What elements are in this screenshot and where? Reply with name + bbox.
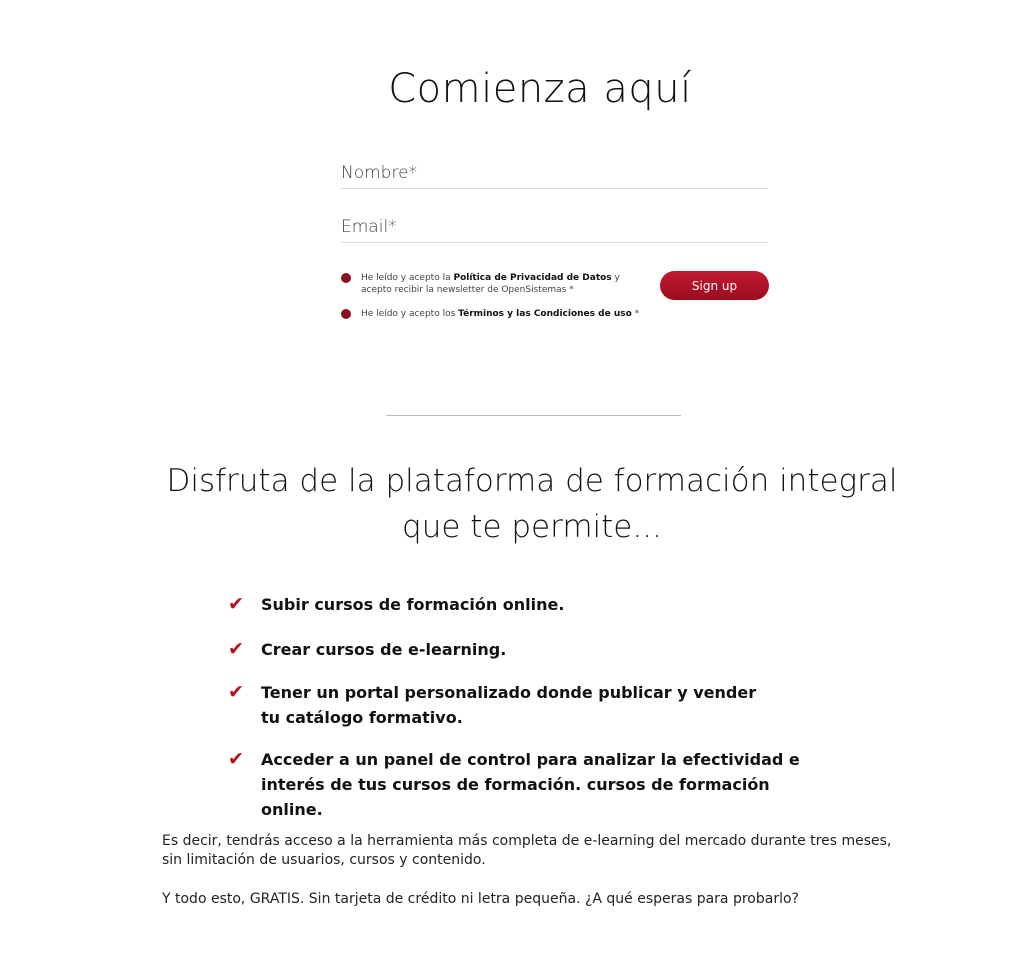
privacy-consent xyxy=(341,272,621,296)
check-icon: ✔ xyxy=(228,748,244,770)
check-icon: ✔ xyxy=(228,593,244,615)
name-field[interactable] xyxy=(341,158,768,189)
privacy-consent-checkbox[interactable] xyxy=(341,273,351,283)
privacy-policy-link[interactable]: Política de Privacidad de Datos xyxy=(453,273,612,283)
terms-consent-label: He leído y acepto los Términos y las Condiciones de uso * xyxy=(361,309,640,319)
terms-consent-checkbox[interactable] xyxy=(341,309,351,319)
privacy-consent-label: He leído y acepto la Política de Privacidad de Datos y acepto recibir la newsletter de OpenSistemas * xyxy=(361,273,620,295)
list-item: ✔ Tener un portal personalizado donde publicar y vender tu catálogo formativo. xyxy=(228,680,771,730)
signup-button[interactable]: Sign up xyxy=(660,271,769,300)
check-icon: ✔ xyxy=(228,681,244,703)
list-item: ✔ Subir cursos de formación online. xyxy=(228,593,565,615)
terms-link[interactable]: Términos y las Condiciones de uso xyxy=(458,309,632,319)
list-item: ✔ Acceder a un panel de control para analizar la efectividad e interés de tus cursos de formación. cursos de formación online. xyxy=(228,747,831,822)
offer-paragraph: Y todo esto, GRATIS. Sin tarjeta de crédito ni letra pequeña. ¿A qué esperas para probarlo? xyxy=(162,891,799,907)
check-icon: ✔ xyxy=(228,638,244,660)
list-item: ✔ Crear cursos de e-learning. xyxy=(228,638,507,660)
terms-consent xyxy=(341,308,661,320)
info-paragraph: Es decir, tendrás acceso a la herramienta más completa de e-learning del mercado durante tres meses, sin limitación de usuarios, cursos y contenido. xyxy=(162,833,892,868)
section-divider xyxy=(386,415,681,416)
page-title: Comienza aquí xyxy=(388,66,692,112)
email-field[interactable] xyxy=(341,212,768,243)
benefits-heading: Disfruta de la plataforma de formación integral que te permite... xyxy=(166,463,898,545)
